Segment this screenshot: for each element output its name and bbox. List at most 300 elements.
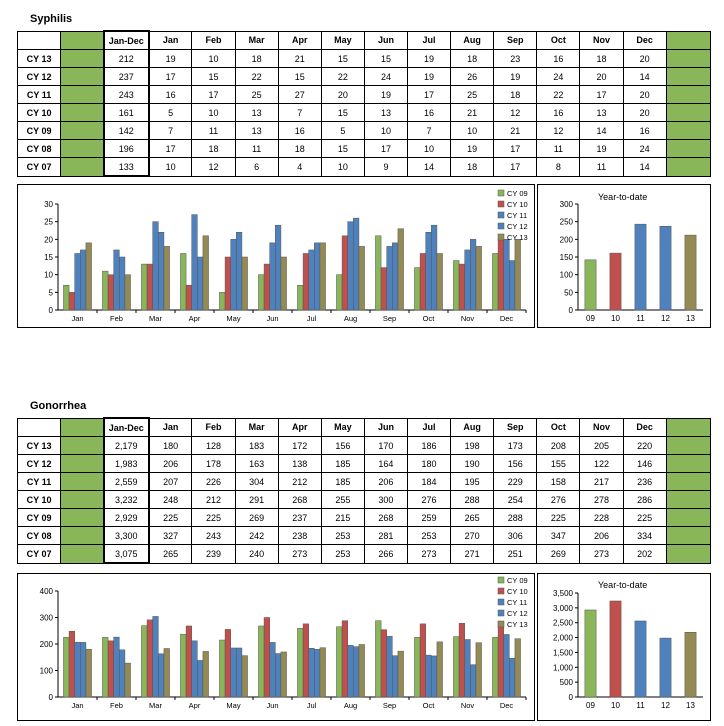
- value-cell: 190: [451, 455, 494, 473]
- value-cell: 253: [321, 545, 364, 564]
- green-cell: [666, 491, 710, 509]
- value-cell: 16: [537, 50, 580, 68]
- value-cell: 16: [623, 122, 666, 140]
- bar: [147, 620, 153, 697]
- legend-label: CY 12: [507, 222, 528, 231]
- x-tick-label: Oct: [422, 314, 435, 323]
- value-cell: 27: [278, 86, 321, 104]
- value-cell: 220: [623, 437, 666, 455]
- value-cell: 212: [278, 473, 321, 491]
- value-cell: 17: [494, 158, 537, 177]
- total-cell: 142: [104, 122, 149, 140]
- row-label: CY 07: [18, 158, 61, 177]
- green-cell: [666, 437, 710, 455]
- bar: [509, 658, 515, 697]
- value-cell: 186: [408, 437, 451, 455]
- total-cell: 3,075: [104, 545, 149, 564]
- value-cell: 212: [192, 491, 235, 509]
- value-cell: 239: [192, 545, 235, 564]
- row-label: CY 09: [18, 509, 61, 527]
- value-cell: 237: [278, 509, 321, 527]
- total-cell: 196: [104, 140, 149, 158]
- legend-swatch: [498, 599, 504, 605]
- value-cell: 18: [235, 50, 278, 68]
- x-tick-label: Jul: [306, 314, 317, 323]
- value-cell: 15: [192, 68, 235, 86]
- bar: [398, 651, 404, 697]
- value-cell: 15: [364, 50, 407, 68]
- month-header: Mar: [235, 31, 278, 50]
- bar: [320, 648, 326, 697]
- x-tick-label: May: [226, 314, 241, 323]
- value-cell: 185: [321, 455, 364, 473]
- legend-label: CY 10: [507, 200, 528, 209]
- value-cell: 18: [278, 140, 321, 158]
- value-cell: 327: [149, 527, 192, 545]
- value-cell: 20: [623, 104, 666, 122]
- total-cell: 212: [104, 50, 149, 68]
- value-cell: 243: [192, 527, 235, 545]
- x-tick-label: 13: [686, 701, 695, 710]
- value-cell: 240: [235, 545, 278, 564]
- value-cell: 208: [537, 437, 580, 455]
- section-title: Syphilis: [30, 13, 73, 25]
- bar: [392, 656, 398, 697]
- month-header: Jul: [408, 31, 451, 50]
- total-header: Jan-Dec: [104, 418, 149, 437]
- legend-label: CY 12: [507, 609, 528, 618]
- y-tick-label: 200: [39, 640, 53, 649]
- legend-swatch: [498, 621, 504, 627]
- total-cell: 3,300: [104, 527, 149, 545]
- value-cell: 17: [364, 140, 407, 158]
- row-label: CY 12: [18, 455, 61, 473]
- table-header-row: [18, 418, 711, 437]
- value-cell: 13: [580, 104, 623, 122]
- value-cell: 170: [364, 437, 407, 455]
- legend-label: CY 11: [507, 598, 528, 607]
- value-cell: 268: [278, 491, 321, 509]
- y-tick-label: 5: [48, 288, 53, 298]
- value-cell: 242: [235, 527, 278, 545]
- total-cell: 133: [104, 158, 149, 177]
- x-tick-label: Nov: [460, 701, 475, 710]
- value-cell: 273: [580, 545, 623, 564]
- y-tick-label: 300: [39, 613, 53, 623]
- x-tick-label: 09: [586, 314, 595, 323]
- gonorrhea-table: [17, 417, 711, 564]
- month-header: Feb: [192, 31, 235, 50]
- x-tick-label: Oct: [422, 701, 435, 710]
- table-row: [18, 509, 711, 527]
- value-cell: 225: [192, 509, 235, 527]
- value-cell: 15: [321, 104, 364, 122]
- bar: [303, 624, 309, 697]
- value-cell: 7: [278, 104, 321, 122]
- value-cell: 288: [451, 491, 494, 509]
- bar: [158, 654, 164, 697]
- month-header: Jun: [364, 31, 407, 50]
- legend-swatch: [498, 610, 504, 616]
- bar: [114, 637, 120, 697]
- bar: [359, 645, 365, 697]
- value-cell: 10: [321, 158, 364, 177]
- legend-label: CY 09: [507, 189, 528, 198]
- y-tick-label: 0: [48, 693, 53, 702]
- value-cell: 228: [580, 509, 623, 527]
- row-label: CY 09: [18, 122, 61, 140]
- bar: [387, 636, 393, 697]
- value-cell: 15: [321, 140, 364, 158]
- table-row: [18, 491, 711, 509]
- bar: [141, 626, 147, 697]
- x-tick-label: 13: [686, 314, 695, 323]
- bar: [231, 648, 237, 697]
- value-cell: 225: [537, 509, 580, 527]
- month-header: May: [321, 418, 364, 437]
- value-cell: 156: [494, 455, 537, 473]
- value-cell: 229: [494, 473, 537, 491]
- legend-label: CY 11: [507, 211, 528, 220]
- value-cell: 4: [278, 158, 321, 177]
- month-header: Nov: [580, 418, 623, 437]
- month-header: Oct: [537, 31, 580, 50]
- value-cell: 10: [192, 50, 235, 68]
- bar: [63, 637, 69, 697]
- bar: [186, 626, 192, 697]
- value-cell: 24: [364, 68, 407, 86]
- value-cell: 185: [321, 473, 364, 491]
- value-cell: 17: [149, 140, 192, 158]
- bar: [498, 621, 504, 697]
- value-cell: 198: [451, 437, 494, 455]
- month-header: Dec: [623, 418, 666, 437]
- value-cell: 19: [580, 140, 623, 158]
- bar: [192, 641, 198, 697]
- bar: [342, 621, 348, 697]
- value-cell: 10: [451, 122, 494, 140]
- month-header: Jul: [408, 418, 451, 437]
- x-tick-label: Sep: [382, 701, 397, 710]
- bar: [437, 642, 443, 697]
- value-cell: 273: [408, 545, 451, 564]
- value-cell: 18: [580, 50, 623, 68]
- x-tick-label: Jun: [266, 701, 279, 710]
- bar: [108, 641, 114, 697]
- row-label: CY 12: [18, 68, 61, 86]
- value-cell: 158: [537, 473, 580, 491]
- month-header: Jan: [149, 31, 192, 50]
- value-cell: 207: [149, 473, 192, 491]
- value-cell: 20: [580, 68, 623, 86]
- value-cell: 270: [451, 527, 494, 545]
- bar: [414, 637, 420, 697]
- y-tick-label: 1,000: [552, 663, 573, 673]
- bar: [314, 649, 320, 697]
- month-header: Sep: [494, 31, 537, 50]
- section-title: Gonorrhea: [30, 400, 87, 412]
- y-tick-label: 20: [44, 235, 53, 245]
- value-cell: 12: [537, 122, 580, 140]
- value-cell: 7: [149, 122, 192, 140]
- bar: [431, 656, 437, 697]
- row-label: CY 08: [18, 527, 61, 545]
- row-label: CY 07: [18, 545, 61, 564]
- value-cell: 24: [623, 140, 666, 158]
- value-cell: 178: [192, 455, 235, 473]
- legend-swatch: [498, 588, 504, 594]
- value-cell: 17: [408, 86, 451, 104]
- bar: [426, 655, 432, 697]
- bar: [242, 656, 248, 697]
- green-cell: [666, 473, 710, 491]
- value-cell: 11: [235, 140, 278, 158]
- green-cell: [666, 455, 710, 473]
- y-tick-label: 0: [568, 306, 573, 315]
- value-cell: 163: [235, 455, 278, 473]
- bar: [102, 637, 108, 697]
- value-cell: 16: [278, 122, 321, 140]
- y-tick-label: 2,500: [552, 618, 573, 628]
- x-tick-label: Feb: [110, 314, 123, 323]
- y-tick-label: 2,000: [552, 633, 573, 643]
- total-cell: 243: [104, 86, 149, 104]
- y-tick-label: 3,500: [552, 589, 573, 598]
- value-cell: 183: [235, 437, 278, 455]
- row-label: CY 11: [18, 86, 61, 104]
- value-cell: 281: [364, 527, 407, 545]
- bar: [492, 637, 498, 697]
- bar: [453, 637, 459, 697]
- value-cell: 291: [235, 491, 278, 509]
- y-tick-label: 100: [39, 666, 53, 676]
- value-cell: 7: [408, 122, 451, 140]
- value-cell: 206: [149, 455, 192, 473]
- value-cell: 14: [580, 122, 623, 140]
- bar: [375, 621, 381, 697]
- value-cell: 268: [364, 509, 407, 527]
- value-cell: 225: [149, 509, 192, 527]
- row-label: CY 08: [18, 140, 61, 158]
- green-cell: [61, 473, 104, 491]
- value-cell: 202: [623, 545, 666, 564]
- total-cell: 2,559: [104, 473, 149, 491]
- value-cell: 19: [408, 50, 451, 68]
- value-cell: 9: [364, 158, 407, 177]
- y-tick-label: 10: [44, 270, 53, 280]
- value-cell: 273: [278, 545, 321, 564]
- bar: [164, 649, 170, 697]
- bar: [275, 654, 281, 697]
- bar: [309, 648, 315, 697]
- x-tick-label: Feb: [110, 701, 123, 710]
- value-cell: 300: [364, 491, 407, 509]
- value-cell: 248: [149, 491, 192, 509]
- month-header: Apr: [278, 418, 321, 437]
- value-cell: 304: [235, 473, 278, 491]
- value-cell: 146: [623, 455, 666, 473]
- value-cell: 205: [580, 437, 623, 455]
- green-cell: [666, 527, 710, 545]
- green-cell: [61, 509, 104, 527]
- bar: [125, 663, 131, 697]
- bar: [264, 618, 270, 698]
- row-label: CY 10: [18, 491, 61, 509]
- row-label: CY 13: [18, 437, 61, 455]
- x-tick-label: Dec: [499, 314, 514, 323]
- value-cell: 13: [235, 104, 278, 122]
- value-cell: 10: [192, 104, 235, 122]
- row-label: CY 11: [18, 473, 61, 491]
- value-cell: 334: [623, 527, 666, 545]
- green-cell: [666, 545, 710, 564]
- x-tick-label: Dec: [499, 701, 514, 710]
- x-tick-label: 12: [661, 314, 670, 323]
- total-cell: 161: [104, 104, 149, 122]
- bar: [236, 648, 242, 697]
- table-row: [18, 455, 711, 473]
- month-header: May: [321, 31, 364, 50]
- value-cell: 164: [364, 455, 407, 473]
- y-tick-label: 1,500: [552, 648, 573, 658]
- x-tick-label: Jan: [71, 701, 84, 710]
- bar: [297, 628, 303, 697]
- value-cell: 17: [494, 140, 537, 158]
- value-cell: 156: [321, 437, 364, 455]
- green-cell: [61, 418, 104, 437]
- green-cell: [61, 527, 104, 545]
- y-tick-label: 100: [559, 270, 573, 280]
- total-cell: 3,232: [104, 491, 149, 509]
- value-cell: 8: [537, 158, 580, 177]
- value-cell: 253: [321, 527, 364, 545]
- value-cell: 14: [408, 158, 451, 177]
- bar: [353, 647, 359, 697]
- value-cell: 172: [278, 437, 321, 455]
- bar: [515, 639, 521, 697]
- value-cell: 26: [451, 68, 494, 86]
- value-cell: 226: [192, 473, 235, 491]
- chart-title: Year-to-date: [598, 580, 648, 590]
- value-cell: 259: [408, 509, 451, 527]
- bar: [219, 640, 225, 697]
- corner-cell: [18, 418, 61, 437]
- value-cell: 5: [149, 104, 192, 122]
- y-tick-label: 50: [564, 288, 573, 298]
- bar: [504, 634, 510, 697]
- value-cell: 276: [537, 491, 580, 509]
- bar: [465, 639, 471, 697]
- value-cell: 10: [364, 122, 407, 140]
- green-cell: [61, 491, 104, 509]
- month-header: Mar: [235, 418, 278, 437]
- value-cell: 22: [321, 68, 364, 86]
- x-tick-label: 09: [586, 701, 595, 710]
- value-cell: 278: [580, 491, 623, 509]
- month-header: Apr: [278, 31, 321, 50]
- bar: [585, 610, 596, 697]
- value-cell: 5: [321, 122, 364, 140]
- value-cell: 347: [537, 527, 580, 545]
- value-cell: 15: [278, 68, 321, 86]
- value-cell: 255: [321, 491, 364, 509]
- bar: [610, 601, 621, 697]
- y-tick-label: 30: [44, 200, 53, 209]
- bar: [336, 627, 342, 697]
- value-cell: 19: [408, 68, 451, 86]
- value-cell: 12: [192, 158, 235, 177]
- x-tick-label: 12: [661, 701, 670, 710]
- value-cell: 184: [408, 473, 451, 491]
- value-cell: 11: [537, 140, 580, 158]
- table-row: [18, 545, 711, 564]
- month-header: Jun: [364, 418, 407, 437]
- value-cell: 22: [235, 68, 278, 86]
- value-cell: 14: [623, 158, 666, 177]
- bar: [660, 638, 671, 697]
- y-tick-label: 400: [39, 587, 53, 596]
- bar: [281, 652, 287, 697]
- value-cell: 18: [192, 140, 235, 158]
- value-cell: 12: [494, 104, 537, 122]
- chart-title: Year-to-date: [598, 192, 648, 202]
- y-tick-label: 25: [44, 217, 53, 227]
- value-cell: 20: [623, 50, 666, 68]
- value-cell: 173: [494, 437, 537, 455]
- value-cell: 11: [192, 122, 235, 140]
- x-tick-label: 10: [611, 701, 620, 710]
- value-cell: 11: [580, 158, 623, 177]
- x-tick-label: Apr: [188, 314, 201, 323]
- bar: [225, 629, 231, 697]
- total-cell: 2,929: [104, 509, 149, 527]
- month-header: Oct: [537, 418, 580, 437]
- bar: [153, 616, 159, 697]
- bar: [119, 650, 125, 697]
- y-tick-label: 0: [568, 693, 573, 702]
- value-cell: 206: [364, 473, 407, 491]
- value-cell: 19: [149, 50, 192, 68]
- y-tick-label: 250: [559, 217, 573, 227]
- table-row: [18, 473, 711, 491]
- value-cell: 17: [192, 86, 235, 104]
- value-cell: 265: [149, 545, 192, 564]
- value-cell: 17: [149, 68, 192, 86]
- value-cell: 23: [494, 50, 537, 68]
- bar: [69, 631, 75, 697]
- total-cell: 237: [104, 68, 149, 86]
- y-tick-label: 200: [559, 235, 573, 245]
- total-cell: 2,179: [104, 437, 149, 455]
- value-cell: 14: [623, 68, 666, 86]
- y-tick-label: 3,000: [552, 603, 573, 613]
- x-tick-label: Apr: [188, 701, 201, 710]
- green-cell: [666, 509, 710, 527]
- value-cell: 269: [537, 545, 580, 564]
- total-header: Jan-Dec: [104, 31, 149, 50]
- value-cell: 195: [451, 473, 494, 491]
- value-cell: 25: [451, 86, 494, 104]
- y-tick-label: 15: [44, 253, 53, 262]
- bar: [197, 660, 203, 697]
- value-cell: 225: [623, 509, 666, 527]
- value-cell: 18: [494, 86, 537, 104]
- value-cell: 6: [235, 158, 278, 177]
- value-cell: 288: [494, 509, 537, 527]
- value-cell: 17: [580, 86, 623, 104]
- value-cell: 206: [580, 527, 623, 545]
- x-tick-label: 10: [611, 314, 620, 323]
